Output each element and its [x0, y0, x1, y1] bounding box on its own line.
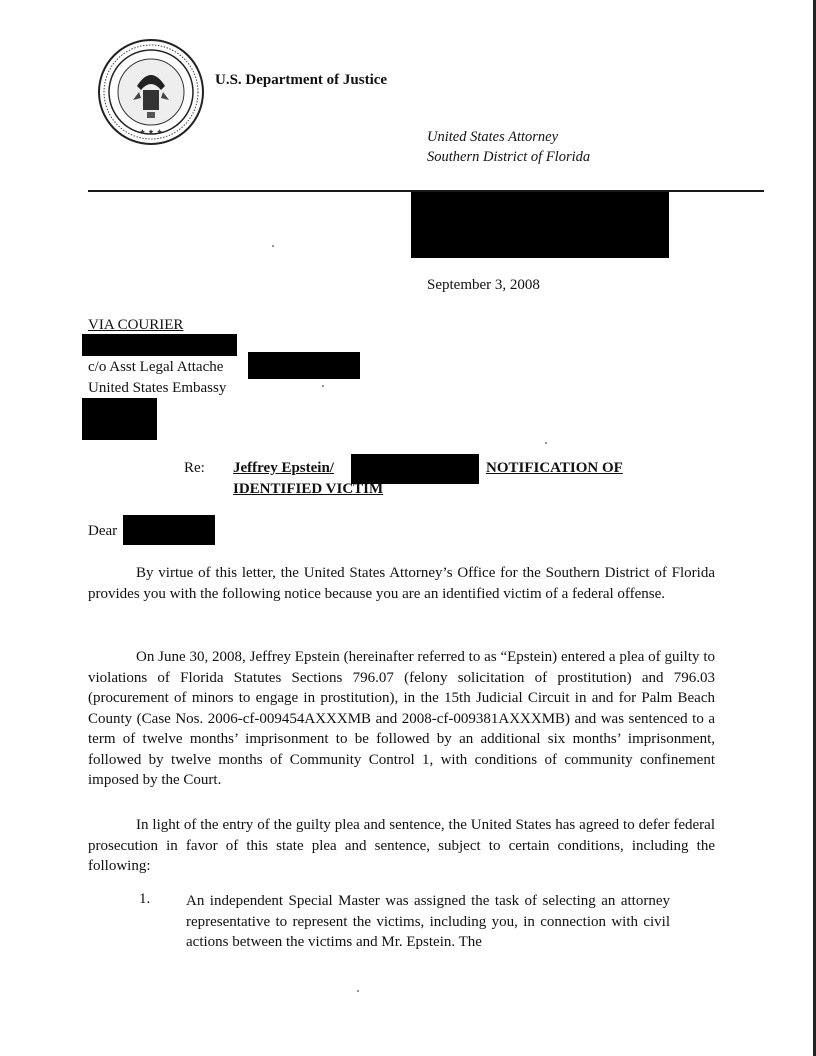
paragraph-notice: By virtue of this letter, the United States Attorney’s Office for the Southern District of Florida provides you with the following notice because you are an identified victim of a federal offense.: [88, 565, 715, 602]
scan-speck: [545, 442, 547, 444]
doj-seal-icon: [97, 38, 205, 146]
scan-speck: [357, 990, 359, 992]
address-line-attache: c/o Asst Legal Attache: [88, 359, 224, 375]
office-district: Southern District of Florida: [427, 149, 591, 165]
office-block: [427, 127, 590, 167]
redaction-block: [248, 352, 360, 379]
redaction-block: [82, 398, 157, 440]
re-subject-name: Jeffrey Epstein/: [233, 460, 334, 476]
redaction-block: [82, 334, 237, 356]
re-subject-line2: IDENTIFIED VICTIM: [233, 481, 384, 497]
paragraph-plea: On June 30, 2008, Jeffrey Epstein (hereinafter referred to as “Epstein) entered a plea of guilty to violations of Florida Statutes Sections 796.07 (felony solicitation of prostitution) and 796.03 (procurement of minors to engage in prostitution), in the 15th Judicial Circuit in and for Palm Beach County (Case Nos. 2006-cf-009454AXXXMB and 2008-cf-009381AXXXMB) and was sentenced to a term of twelve months’ imprisonment to be followed by an additional six months’ imprisonment, followed by twelve months of Community Control 1, with conditions of community confinement imposed by the Court.: [88, 649, 715, 788]
department-name: U.S. Department of Justice: [215, 72, 388, 88]
redaction-block: [123, 515, 215, 545]
scan-speck: [322, 385, 324, 387]
office-title: United States Attorney: [427, 129, 559, 145]
address-line-embassy: United States Embassy: [88, 380, 227, 396]
paragraph-deferral: In light of the entry of the guilty plea and sentence, the United States has agreed to defer federal prosecution in favor of this state plea and sentence, subject to certain conditions, including the following:: [88, 817, 715, 874]
list-item-text: An independent Special Master was assigned the task of selecting an attorney representative to represent the victims, including you, in connection with civil actions between the victims and Mr. Epstein. The: [186, 893, 670, 950]
svg-text:★ ★ ★: ★ ★ ★: [139, 128, 163, 136]
redaction-block: [411, 192, 669, 258]
delivery-method: VIA COURIER: [88, 317, 184, 333]
list-item-number: 1.: [139, 891, 151, 907]
letter-date: September 3, 2008: [427, 277, 540, 293]
scan-speck: [272, 245, 274, 247]
redaction-block: [351, 454, 479, 484]
re-label: Re:: [184, 460, 205, 476]
salutation: Dear: [88, 523, 118, 539]
re-subject-notification: NOTIFICATION OF: [486, 460, 623, 476]
